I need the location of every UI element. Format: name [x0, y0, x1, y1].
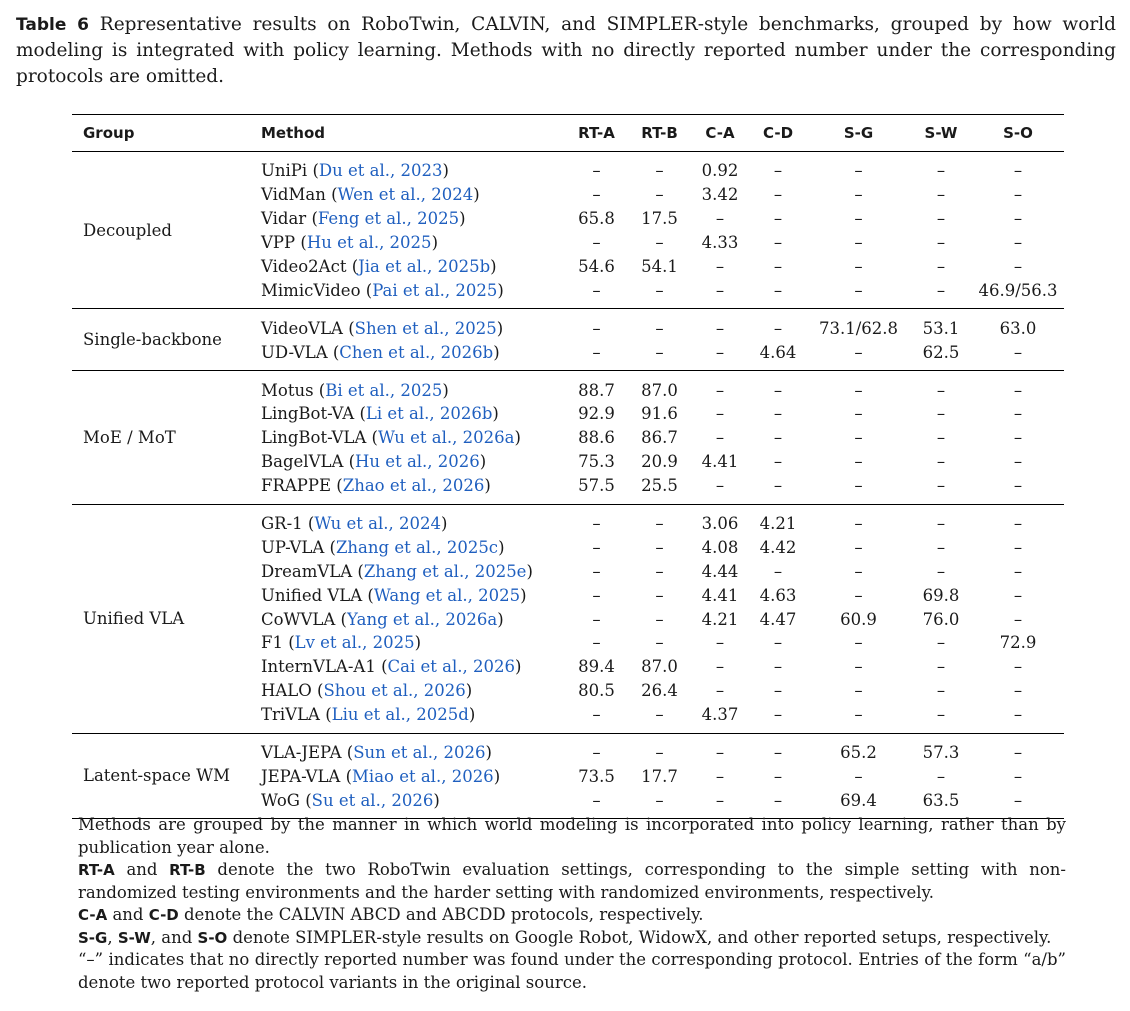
value-cell: – [715, 257, 725, 276]
value-cell: – [655, 537, 664, 557]
method-cell: Unified VLA (Wang et al., 2025) [261, 585, 527, 605]
value-cell: 4.21 [759, 514, 797, 534]
value-cell: – [972, 788, 1064, 818]
method-cell: F1 (Lv et al., 2025) [261, 633, 422, 653]
value-cell: – [655, 743, 664, 763]
value-cell: 54.6 [578, 257, 615, 276]
group-label: Unified VLA [72, 504, 250, 733]
citation-link[interactable]: Liu et al., 2025d [331, 705, 469, 725]
value-cell: 57.5 [565, 474, 628, 504]
value-cell: – [715, 428, 725, 448]
citation-link[interactable]: Shou et al., 2026 [323, 681, 466, 701]
method-cell: DreamVLA (Zhang et al., 2025e) [261, 561, 533, 581]
value-cell: – [854, 681, 863, 701]
method-cell: FRAPPE (Zhao et al., 2026) [250, 474, 565, 504]
method-name: CoWVLA [261, 609, 336, 629]
value-cell: – [715, 318, 725, 338]
value-cell: 60.9 [840, 609, 877, 629]
value-cell: – [655, 561, 664, 581]
value-cell: – [655, 585, 664, 605]
value-cell: 69.4 [807, 788, 910, 818]
value-cell: 62.5 [910, 340, 972, 370]
value-cell: – [773, 428, 783, 448]
method-cell: HALO (Shou et al., 2026) [261, 681, 473, 701]
method-name: VPP [261, 233, 296, 253]
value-cell: 25.5 [628, 474, 691, 504]
method-name: Unified VLA [261, 585, 363, 605]
note-simpler [78, 927, 1066, 950]
value-cell: 4.33 [701, 233, 739, 253]
value-cell: – [854, 452, 863, 472]
value-cell: 4.44 [701, 561, 739, 581]
value-cell: 4.21 [701, 609, 739, 629]
value-cell: – [910, 474, 972, 504]
citation-link[interactable]: Zhang et al., 2025e [363, 561, 527, 581]
value-cell: – [691, 474, 749, 504]
method-name: WoG [261, 790, 300, 810]
method-cell: Video2Act (Jia et al., 2025b) [261, 257, 497, 276]
value-cell: – [655, 514, 664, 534]
method-cell: VideoVLA (Shen et al., 2025) [261, 318, 504, 338]
value-cell: 3.06 [701, 514, 739, 534]
group-label: Single-backbone [72, 309, 250, 371]
table-row [72, 152, 1064, 183]
value-cell: – [715, 404, 725, 424]
value-cell: 65.8 [578, 209, 615, 229]
citation-link[interactable]: Cai et al., 2026 [387, 657, 515, 677]
value-cell: – [691, 340, 749, 370]
value-cell: – [773, 185, 783, 205]
value-cell: – [936, 161, 946, 181]
value-cell: – [715, 380, 725, 400]
citation-link[interactable]: Wu et al., 2026a [377, 428, 515, 448]
table-row [72, 504, 1064, 535]
value-cell: – [773, 743, 783, 763]
value-cell: 91.6 [641, 404, 678, 424]
method-cell: LingBot-VLA (Wu et al., 2026a) [261, 428, 521, 448]
value-cell: – [715, 681, 725, 701]
value-cell: – [854, 514, 863, 534]
value-cell: – [1013, 766, 1023, 786]
method-cell: UniPi (Du et al., 2023) [261, 161, 449, 181]
method-cell: UD-VLA (Chen et al., 2026b) [250, 340, 565, 370]
method-name: F1 [261, 633, 283, 653]
value-cell: – [773, 681, 783, 701]
method-name: LingBot-VA [261, 404, 355, 424]
value-cell: – [773, 404, 783, 424]
value-cell: – [1013, 161, 1023, 181]
value-cell: – [936, 452, 946, 472]
value-cell: – [565, 340, 628, 370]
value-cell: 73.1/62.8 [818, 318, 899, 338]
value-cell: – [628, 340, 691, 370]
value-cell: – [1013, 209, 1023, 229]
method-name: VidMan [261, 185, 326, 205]
value-cell: – [592, 233, 601, 253]
value-cell: – [1013, 585, 1023, 605]
column-header: C-A [691, 115, 749, 152]
value-cell: 65.2 [840, 743, 877, 763]
method-name: UP-VLA [261, 537, 325, 557]
value-cell: – [773, 318, 783, 338]
value-cell: – [592, 585, 601, 605]
value-cell: 26.4 [641, 681, 678, 701]
results-table [72, 114, 1064, 819]
citation-link[interactable]: Du et al., 2023 [318, 161, 443, 181]
value-cell: – [691, 788, 749, 818]
value-cell: 4.63 [759, 585, 797, 605]
value-cell: 3.42 [701, 185, 739, 205]
method-cell: Vidar (Feng et al., 2025) [261, 209, 466, 229]
value-cell: 17.5 [641, 209, 678, 229]
citation-link[interactable]: Jia et al., 2025b [358, 257, 491, 276]
value-cell: 4.41 [701, 585, 739, 605]
value-cell: – [773, 233, 783, 253]
value-cell: – [628, 278, 691, 308]
method-name: FRAPPE [261, 476, 332, 496]
method-cell: UP-VLA (Zhang et al., 2025c) [261, 537, 505, 557]
value-cell: – [715, 209, 725, 229]
value-cell: – [592, 161, 601, 181]
citation-link[interactable]: Zhao et al., 2026 [342, 476, 485, 496]
group-label: MoE / MoT [72, 371, 250, 504]
column-header: RT-B [628, 115, 691, 152]
value-cell: – [936, 681, 946, 701]
value-cell: – [936, 380, 946, 400]
citation-link[interactable]: Feng et al., 2025 [317, 209, 460, 229]
value-cell: 86.7 [641, 428, 678, 448]
value-cell: – [1013, 514, 1023, 534]
note-grouping: Methods are grouped by the manner in which world modeling is incorporated into policy learning, rather than by publication year alone. [78, 815, 1066, 857]
value-cell: 63.5 [910, 788, 972, 818]
value-cell: – [854, 209, 863, 229]
value-cell: 20.9 [641, 452, 678, 472]
caption-text: Representative results on RoboTwin, CALVIN, and SIMPLER-style benchmarks, grouped by how world modeling is integrated with policy learning. Methods with no directly reported number under the corresponding protocols are omitted. [16, 14, 1116, 87]
value-cell: – [936, 257, 946, 276]
citation-link[interactable]: Yang et al., 2026a [347, 609, 498, 629]
value-cell: – [936, 514, 946, 534]
method-name: LingBot-VLA [261, 428, 367, 448]
value-cell: – [910, 703, 972, 733]
value-cell: 92.9 [578, 404, 615, 424]
method-name: InternVLA-A1 [261, 657, 376, 677]
note-connector: , and [150, 927, 193, 947]
citation-link[interactable]: Sun et al., 2026 [353, 743, 486, 763]
citation-link[interactable]: Bi et al., 2025 [325, 380, 443, 400]
value-cell: 87.0 [641, 657, 678, 677]
citation-link[interactable]: Pai et al., 2025 [372, 280, 498, 300]
table-header [72, 115, 1064, 152]
value-cell: – [854, 233, 863, 253]
value-cell: – [1013, 257, 1023, 276]
value-cell: – [854, 585, 863, 605]
value-cell: – [565, 788, 628, 818]
note-connector: and [112, 905, 144, 924]
citation-link[interactable]: Wen et al., 2024 [337, 185, 474, 205]
value-cell: 4.47 [759, 609, 797, 629]
value-cell: – [655, 185, 664, 205]
value-cell: – [1013, 233, 1023, 253]
value-cell: – [972, 340, 1064, 370]
value-cell: – [1013, 404, 1023, 424]
value-cell: – [936, 657, 946, 677]
method-cell: VLA-JEPA (Sun et al., 2026) [261, 743, 492, 763]
value-cell: 4.42 [759, 537, 797, 557]
value-cell: – [715, 657, 725, 677]
value-cell: – [807, 474, 910, 504]
value-cell: – [936, 428, 946, 448]
column-header: S-G [807, 115, 910, 152]
column-header: Group [72, 115, 250, 152]
table-row [72, 733, 1064, 764]
citation-link[interactable]: Wang et al., 2025 [373, 585, 521, 605]
value-cell: – [592, 633, 601, 653]
method-name: TriVLA [261, 705, 320, 725]
method-name: JEPA-VLA [261, 766, 341, 786]
note-connector: , [107, 927, 113, 947]
value-cell: – [773, 452, 783, 472]
value-cell: 4.37 [691, 703, 749, 733]
citation-link[interactable]: Su et al., 2026 [311, 790, 434, 810]
value-cell: 88.7 [578, 380, 615, 400]
value-cell: – [773, 257, 783, 276]
citation-link[interactable]: Miao et al., 2026 [352, 766, 494, 786]
column-header: S-O [972, 115, 1064, 152]
method-name: Video2Act [261, 257, 347, 276]
value-cell: 72.9 [999, 633, 1037, 653]
value-cell: – [715, 633, 725, 653]
value-cell: – [854, 161, 863, 181]
value-cell: – [1013, 452, 1023, 472]
value-cell: 89.4 [578, 657, 615, 677]
citation-link[interactable]: Wu et al., 2024 [314, 514, 442, 534]
value-cell: – [807, 278, 910, 308]
value-cell: – [773, 380, 783, 400]
value-cell: 73.5 [578, 766, 615, 786]
group-label: Decoupled [72, 152, 250, 309]
group-label: Latent-space WM [72, 733, 250, 819]
value-cell: – [773, 657, 783, 677]
method-name: UniPi [261, 161, 308, 181]
method-cell: BagelVLA (Hu et al., 2026) [261, 452, 487, 472]
method-cell: LingBot-VA (Li et al., 2026b) [261, 404, 499, 424]
method-cell: JEPA-VLA (Miao et al., 2026) [261, 766, 501, 786]
value-cell: – [749, 278, 807, 308]
note-dash: “–” indicates that no directly reported number was found under the corresponding protocol. Entries of the form “a/b” denote two reported protocol variants in the original source. [78, 950, 1066, 992]
value-cell: – [936, 233, 946, 253]
method-name: UD-VLA [261, 342, 328, 362]
method-cell: CoWVLA (Yang et al., 2026a) [261, 609, 504, 629]
citation-link[interactable]: Lv et al., 2025 [294, 633, 415, 653]
method-cell: TriVLA (Liu et al., 2025d) [250, 703, 565, 733]
method-cell: WoG (Su et al., 2026) [250, 788, 565, 818]
value-cell: 75.3 [578, 452, 615, 472]
note-robotwin [78, 859, 1066, 904]
value-cell: – [773, 161, 783, 181]
value-cell: – [1013, 657, 1023, 677]
table-body [72, 152, 1064, 819]
value-cell: – [749, 703, 807, 733]
value-cell: – [628, 703, 691, 733]
value-cell: – [592, 609, 601, 629]
value-cell: – [655, 161, 664, 181]
value-cell: – [1013, 380, 1023, 400]
note-calvin [78, 904, 1066, 927]
note-key-s-w: S-W [117, 928, 151, 947]
method-name: GR-1 [261, 514, 303, 534]
method-cell: VidMan (Wen et al., 2024) [261, 185, 480, 205]
value-cell: 4.41 [701, 452, 739, 472]
value-cell: – [936, 209, 946, 229]
value-cell: – [1013, 561, 1023, 581]
column-header: Method [250, 115, 565, 152]
table-row [72, 309, 1064, 340]
value-cell: 63.0 [999, 318, 1037, 338]
value-cell: – [773, 766, 783, 786]
value-cell: – [854, 657, 863, 677]
table-caption [16, 12, 1116, 90]
value-cell: – [655, 318, 664, 338]
value-cell: – [854, 380, 863, 400]
value-cell: – [628, 788, 691, 818]
citation-link[interactable]: Shen et al., 2025 [354, 318, 497, 338]
value-cell: – [1013, 537, 1023, 557]
value-cell: – [936, 561, 946, 581]
value-cell: 54.1 [641, 257, 678, 276]
value-cell: – [592, 514, 601, 534]
value-cell: 46.9/56.3 [972, 278, 1064, 308]
method-name: Vidar [261, 209, 307, 229]
note-key-rt-b: RT-B [169, 861, 206, 879]
value-cell: – [773, 209, 783, 229]
value-cell: 76.0 [922, 609, 960, 629]
table-row [72, 371, 1064, 402]
value-cell: – [1013, 681, 1023, 701]
value-cell: – [773, 561, 783, 581]
citation-link[interactable]: Hu et al., 2026 [355, 452, 480, 472]
note-calvin-text: denote the CALVIN ABCD and ABCDD protocols, respectively. [184, 905, 704, 924]
value-cell: – [1013, 428, 1023, 448]
method-cell: InternVLA-A1 (Cai et al., 2026) [261, 657, 522, 677]
citation-link[interactable]: Li et al., 2026b [365, 404, 493, 424]
value-cell: – [592, 537, 601, 557]
column-header: C-D [749, 115, 807, 152]
note-key-rt-a: RT-A [78, 861, 115, 879]
method-name: Motus [261, 380, 314, 400]
value-cell: – [936, 185, 946, 205]
method-cell: VPP (Hu et al., 2025) [261, 233, 438, 253]
value-cell: – [936, 633, 946, 653]
value-cell: – [691, 278, 749, 308]
note-connector: and [126, 860, 158, 879]
note-key-s-g: S-G [78, 928, 108, 947]
value-cell: 4.08 [701, 537, 739, 557]
value-cell: – [592, 743, 601, 763]
method-cell: MimicVideo (Pai et al., 2025) [250, 278, 565, 308]
value-cell: – [854, 537, 863, 557]
value-cell: – [1013, 185, 1023, 205]
method-cell: Motus (Bi et al., 2025) [261, 380, 449, 400]
value-cell: – [807, 340, 910, 370]
method-name: HALO [261, 681, 312, 701]
value-cell: – [592, 318, 601, 338]
value-cell: 80.5 [578, 681, 615, 701]
citation-link[interactable]: Hu et al., 2025 [306, 233, 432, 253]
value-cell: – [565, 703, 628, 733]
value-cell: – [655, 233, 664, 253]
value-cell: 0.92 [701, 161, 739, 181]
value-cell: – [854, 185, 863, 205]
value-cell: – [936, 404, 946, 424]
value-cell: 53.1 [922, 318, 960, 338]
note-simpler-text: denote SIMPLER-style results on Google Robot, WidowX, and other reported setups, respectively. [232, 927, 1052, 947]
value-cell: 87.0 [641, 380, 678, 400]
note-key-s-o: S-O [197, 928, 228, 947]
value-cell: – [592, 561, 601, 581]
value-cell: – [773, 633, 783, 653]
value-cell: – [854, 257, 863, 276]
value-cell: – [936, 537, 946, 557]
table-notes [78, 814, 1066, 994]
method-name: VLA-JEPA [261, 743, 342, 763]
value-cell: – [972, 703, 1064, 733]
method-name: BagelVLA [261, 452, 344, 472]
note-key-c-d: C-D [148, 906, 179, 924]
value-cell: – [854, 766, 863, 786]
value-cell: – [972, 474, 1064, 504]
caption-label: Table 6 [16, 15, 90, 35]
value-cell: – [910, 278, 972, 308]
value-cell: – [592, 185, 601, 205]
value-cell: – [1013, 743, 1023, 763]
value-cell: – [565, 278, 628, 308]
citation-link[interactable]: Chen et al., 2026b [339, 342, 494, 362]
method-cell: GR-1 (Wu et al., 2024) [261, 514, 448, 534]
value-cell: – [807, 703, 910, 733]
value-cell: – [749, 474, 807, 504]
value-cell: – [715, 766, 725, 786]
value-cell: – [715, 743, 725, 763]
column-header: RT-A [565, 115, 628, 152]
note-robotwin-text: denote the two RoboTwin evaluation settings, corresponding to the simple setting with non-randomized testing environments and the harder setting with randomized environments, respectively. [78, 860, 1066, 902]
method-name: DreamVLA [261, 561, 353, 581]
value-cell: – [655, 609, 664, 629]
value-cell: – [655, 633, 664, 653]
citation-link[interactable]: Zhang et al., 2025c [335, 537, 499, 557]
method-name: VideoVLA [261, 318, 343, 338]
value-cell: – [749, 788, 807, 818]
value-cell: – [1013, 609, 1023, 629]
value-cell: 69.8 [922, 585, 960, 605]
value-cell: – [854, 404, 863, 424]
note-key-c-a: C-A [78, 906, 108, 924]
value-cell: – [936, 766, 946, 786]
value-cell: 17.7 [641, 766, 678, 786]
method-name: MimicVideo [261, 280, 361, 300]
value-cell: 88.6 [578, 428, 615, 448]
value-cell: – [854, 633, 863, 653]
value-cell: 4.64 [749, 340, 807, 370]
value-cell: – [854, 428, 863, 448]
value-cell: – [854, 561, 863, 581]
value-cell: 57.3 [922, 743, 960, 763]
column-header: S-W [910, 115, 972, 152]
